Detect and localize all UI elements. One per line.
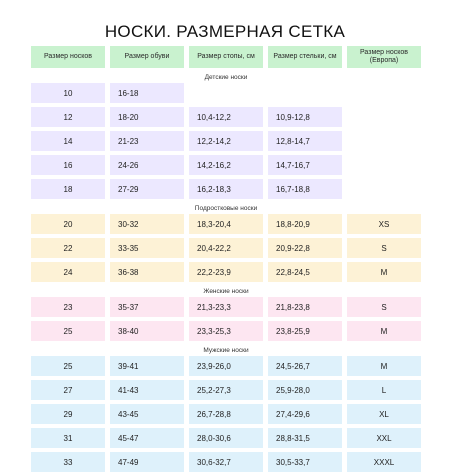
table-cell: 22,2-23,9 (189, 262, 263, 282)
table-cell: XS (347, 214, 421, 234)
table-cell: 45-47 (110, 428, 184, 448)
table-cell: 43-45 (110, 404, 184, 424)
column-header: Размер стельки, см (268, 46, 342, 68)
table-cell: S (347, 297, 421, 317)
table-cell: 20 (31, 214, 105, 234)
table-cell: 29 (31, 404, 105, 424)
table-cell: M (347, 262, 421, 282)
table-cell: XXXL (347, 452, 421, 472)
table-cell: 30,6-32,7 (189, 452, 263, 472)
table-cell (268, 83, 342, 103)
table-cell: 27-29 (110, 179, 184, 199)
table-cell: S (347, 238, 421, 258)
size-table (31, 46, 421, 476)
table-cell: 21-23 (110, 131, 184, 151)
table-cell: 24,5-26,7 (268, 356, 342, 376)
table-cell: 25,9-28,0 (268, 380, 342, 400)
table-cell: 18 (31, 179, 105, 199)
table-cell: 18-20 (110, 107, 184, 127)
table-cell (347, 107, 421, 127)
table-cell: 20,9-22,8 (268, 238, 342, 258)
table-cell (347, 179, 421, 199)
table-cell: 16,7-18,8 (268, 179, 342, 199)
table-cell: 12,8-14,7 (268, 131, 342, 151)
table-cell: 23,9-26,0 (189, 356, 263, 376)
table-cell (347, 155, 421, 175)
table-cell: 39-41 (110, 356, 184, 376)
table-cell: 23 (31, 297, 105, 317)
table-cell: 23,8-25,9 (268, 321, 342, 341)
table-cell: 22,8-24,5 (268, 262, 342, 282)
table-cell: XXL (347, 428, 421, 448)
table-cell: 14 (31, 131, 105, 151)
table-cell: 22 (31, 238, 105, 258)
table-cell (189, 83, 263, 103)
table-cell: 25,2-27,3 (189, 380, 263, 400)
section-label-kids: Детские носки (204, 74, 248, 81)
table-cell: 24 (31, 262, 105, 282)
column-header: Размер носков (31, 46, 105, 68)
table-cell: 14,7-16,7 (268, 155, 342, 175)
table-cell: 25 (31, 321, 105, 341)
section-label-women: Женские носки (203, 288, 249, 295)
section-label-teen: Подростковые носки (194, 205, 258, 212)
table-cell: 27,4-29,6 (268, 404, 342, 424)
table-cell: 41-43 (110, 380, 184, 400)
table-cell: 27 (31, 380, 105, 400)
table-cell: 38-40 (110, 321, 184, 341)
column-header: Размер обуви (110, 46, 184, 68)
table-cell: 35-37 (110, 297, 184, 317)
page-title: НОСКИ. РАЗМЕРНАЯ СЕТКА (104, 22, 346, 41)
table-cell: 16-18 (110, 83, 184, 103)
table-cell: 10,9-12,8 (268, 107, 342, 127)
column-header: Размер носков (Европа) (347, 46, 421, 68)
table-cell: 31 (31, 428, 105, 448)
table-cell (347, 131, 421, 151)
table-cell: 28,8-31,5 (268, 428, 342, 448)
table-cell: 18,3-20,4 (189, 214, 263, 234)
table-cell: 26,7-28,8 (189, 404, 263, 424)
table-cell: 24-26 (110, 155, 184, 175)
table-cell: 47-49 (110, 452, 184, 472)
table-cell: 20,4-22,2 (189, 238, 263, 258)
table-cell: 14,2-16,2 (189, 155, 263, 175)
table-cell: 33 (31, 452, 105, 472)
table-cell: 12 (31, 107, 105, 127)
column-header: Размер стопы, см (189, 46, 263, 68)
section-label-men: Мужские носки (203, 347, 249, 354)
table-cell: 30-32 (110, 214, 184, 234)
table-cell: M (347, 321, 421, 341)
table-cell: 18,8-20,9 (268, 214, 342, 234)
table-cell (347, 83, 421, 103)
table-cell: 36-38 (110, 262, 184, 282)
table-cell: 28,0-30,6 (189, 428, 263, 448)
table-cell: 10 (31, 83, 105, 103)
table-cell: 16,2-18,3 (189, 179, 263, 199)
table-cell: L (347, 380, 421, 400)
table-cell: 10,4-12,2 (189, 107, 263, 127)
table-cell: 12,2-14,2 (189, 131, 263, 151)
table-cell: 16 (31, 155, 105, 175)
table-cell: 23,3-25,3 (189, 321, 263, 341)
table-cell: 21,8-23,8 (268, 297, 342, 317)
table-cell: XL (347, 404, 421, 424)
table-cell: 25 (31, 356, 105, 376)
table-cell: 30,5-33,7 (268, 452, 342, 472)
table-cell: M (347, 356, 421, 376)
table-cell: 33-35 (110, 238, 184, 258)
table-cell: 21,3-23,3 (189, 297, 263, 317)
